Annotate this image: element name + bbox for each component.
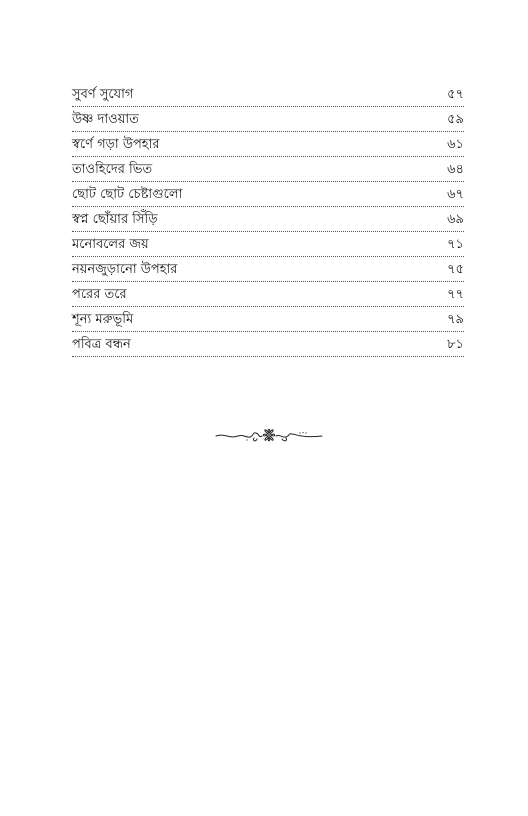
toc-row[interactable] [72, 132, 464, 157]
toc-row[interactable] [72, 107, 464, 132]
toc-entry-page: ৫৭ [447, 87, 464, 102]
toc-row[interactable] [72, 207, 464, 232]
toc-entry-title: পরের তরে [72, 287, 127, 302]
table-of-contents [72, 82, 464, 357]
toc-row[interactable] [72, 82, 464, 107]
toc-row[interactable] [72, 232, 464, 257]
toc-entry-page: ৬৭ [447, 187, 464, 202]
toc-row[interactable] [72, 282, 464, 307]
toc-entry-title: সুবর্ণ সুযোগ [72, 87, 134, 102]
toc-row[interactable] [72, 307, 464, 332]
toc-row[interactable] [72, 182, 464, 207]
toc-entry-page: ৮১ [447, 337, 464, 352]
toc-entry-page: ৭৭ [447, 287, 464, 302]
toc-row[interactable] [72, 257, 464, 282]
toc-entry-page: ৭১ [447, 237, 464, 252]
toc-entry-page: ৭৯ [447, 312, 464, 327]
toc-entry-page: ৬৯ [447, 212, 464, 227]
floral-divider-icon [214, 424, 324, 446]
toc-entry-page: ৬১ [447, 137, 464, 152]
toc-entry-title: পবিত্র বন্ধন [72, 337, 131, 352]
toc-entry-page: ৫৯ [447, 112, 464, 127]
toc-entry-title: তাওহিদের ভিত [72, 162, 153, 177]
toc-entry-title: স্বপ্ন ছোঁয়ার সিঁড়ি [72, 212, 158, 227]
toc-entry-title: নয়নজুড়ানো উপহার [72, 262, 178, 277]
toc-entry-title: ছোট ছোট চেষ্টাগুলো [72, 187, 183, 202]
toc-entry-title: শূন্য মরুভূমি [72, 312, 134, 327]
toc-entry-title: স্বর্ণে গড়া উপহার [72, 137, 160, 152]
toc-row[interactable] [72, 157, 464, 182]
toc-entry-page: ৭৫ [447, 262, 464, 277]
toc-row[interactable] [72, 332, 464, 357]
toc-entry-title: উষ্ণ দাওয়াত [72, 112, 139, 127]
toc-entry-title: মনোবলের জয় [72, 237, 149, 252]
toc-entry-page: ৬৪ [447, 162, 464, 177]
